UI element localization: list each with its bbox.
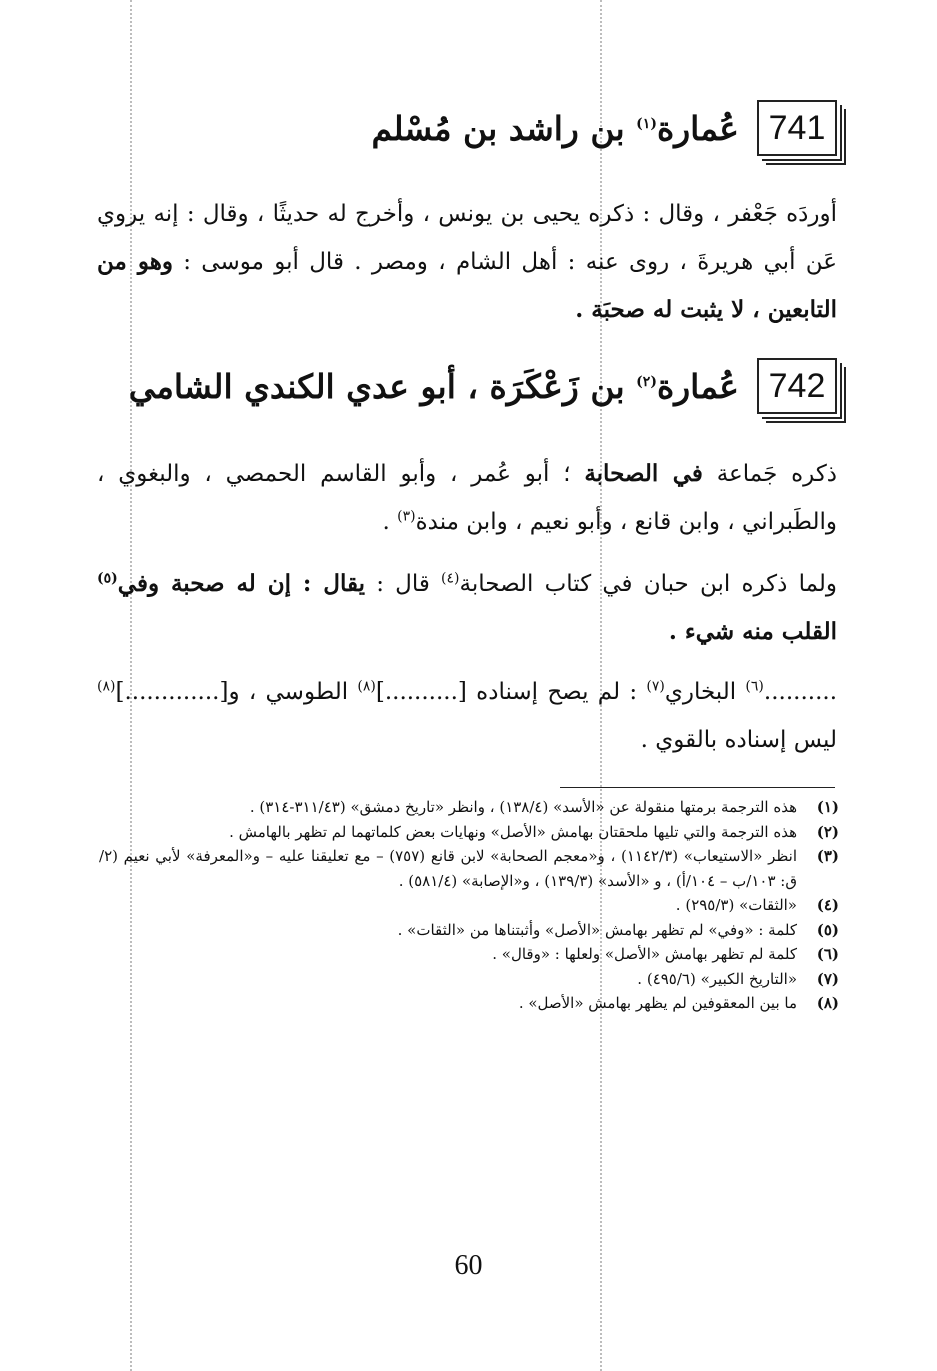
footnote: [99, 820, 839, 845]
entry-number: 741: [768, 108, 826, 147]
footnote-text: كلمة : «وفي» لم تظهر بهامش «الأصل» وأثبتناها من «الثقات» .: [397, 920, 797, 939]
entry-741-header: [372, 100, 838, 156]
entry-742-paragraph-1: ذكره جَماعة في الصحابة ؛ أبو عُمر ، وأبو القاسم الحمصي ، والبغوي ، والطَبراني ، وابن قانع ، وأبو نعيم ، وابن مندة$^{(٣)}$ .: [97, 460, 838, 535]
footnote: [99, 942, 839, 967]
footnotes: [99, 795, 839, 1016]
footnote: [99, 991, 839, 1016]
footnote-number: (٦): [816, 945, 839, 963]
entry-number-box: [757, 358, 837, 414]
entry-title: عُمارة$^{(٢)}$ بن زَعْكَرَة ، أبو عدي الكندي الشامي: [128, 366, 739, 406]
footnote: [99, 893, 839, 918]
entry-741-paragraph-1: أوردَه جَعْفر ، وقال : ذكره يحيى بن يونس ، وأخرج له حديثًا ، وقال : إنه يروي عَن أبي هريرةَ ، روى عنه : أهل الشام ، ومصر . قال أبو موسى : وهو من التابعين ، لا يثبت له صحبَة .: [97, 201, 837, 323]
entry-742-paragraph-2: ولما ذكره ابن حبان في كتاب الصحابة$^{(٤)}$ قال : يقال : إن له صحبة وفي$^{(٥)}$ القلب منه شيء .: [97, 570, 837, 645]
footnote-text: كلمة لم تظهر بهامش «الأصل» ولعلها : «وقال» .: [492, 945, 797, 963]
page-number: 60: [454, 1250, 483, 1281]
footnote: [99, 918, 839, 943]
footnote-text: «التاريخ الكبير» (٤٩٥/٦) .: [637, 969, 797, 988]
footnote-text: ما بين المعقوفين لم يظهر بهامش «الأصل» .: [518, 994, 797, 1012]
footnote: [99, 795, 839, 820]
footnote-text: انظر «الاستيعاب» (١١٤٢/٣) ، و«معجم الصحابة» لابن قانع (٧٥٧) – مع تعليقنا عليه – و«المعرفة» لأبي نعيم (٢/ق: ١٠٣/ب – ١٠٤/أ) ، و «الأسد» (١٣٩/٣) ، و«الإصابة» (٥٨١/٤) .: [99, 847, 798, 890]
footnote-number: (٢): [816, 822, 839, 841]
entry-742-paragraph-3: ..........$^{(٦)}$ البخاري$^{(٧)}$ : لم يصح إسناده [..........]$^{(٨)}$ الطوسي ، و[.............]$^{(٨)}$ ليس إسناده بالقوي .: [97, 678, 838, 753]
footnote: [99, 844, 839, 893]
entry-742-header: [129, 358, 837, 414]
entry-number: 742: [768, 366, 826, 405]
footnote-number: (٣): [816, 847, 839, 865]
footnote-number: (١): [816, 798, 839, 816]
footnote-text: هذه الترجمة برمتها منقولة عن «الأسد» (١٣٨/٤) ، وانظر «تاريخ دمشق» (٣١١/٤٣-٣١٤) .: [249, 798, 797, 816]
footnote-separator: [560, 787, 835, 788]
footnote-number: (٤): [816, 896, 839, 914]
entry-number-box: [757, 100, 837, 156]
footnote-number: (٥): [816, 920, 839, 939]
footnote-text: «الثقات» (٢٩٥/٣) .: [675, 896, 797, 914]
footnote: [99, 967, 839, 992]
footnote-number: (٧): [816, 969, 839, 988]
footnote-text: هذه الترجمة والتي تليها ملحقتان بهامش «الأصل» ونهايات بعض كلماتهما لم تظهر بالهامش .: [229, 822, 797, 841]
footnote-number: (٨): [816, 994, 839, 1012]
entry-title: عُمارة$^{(١)}$ بن راشد بن مُسْلم: [371, 108, 739, 148]
